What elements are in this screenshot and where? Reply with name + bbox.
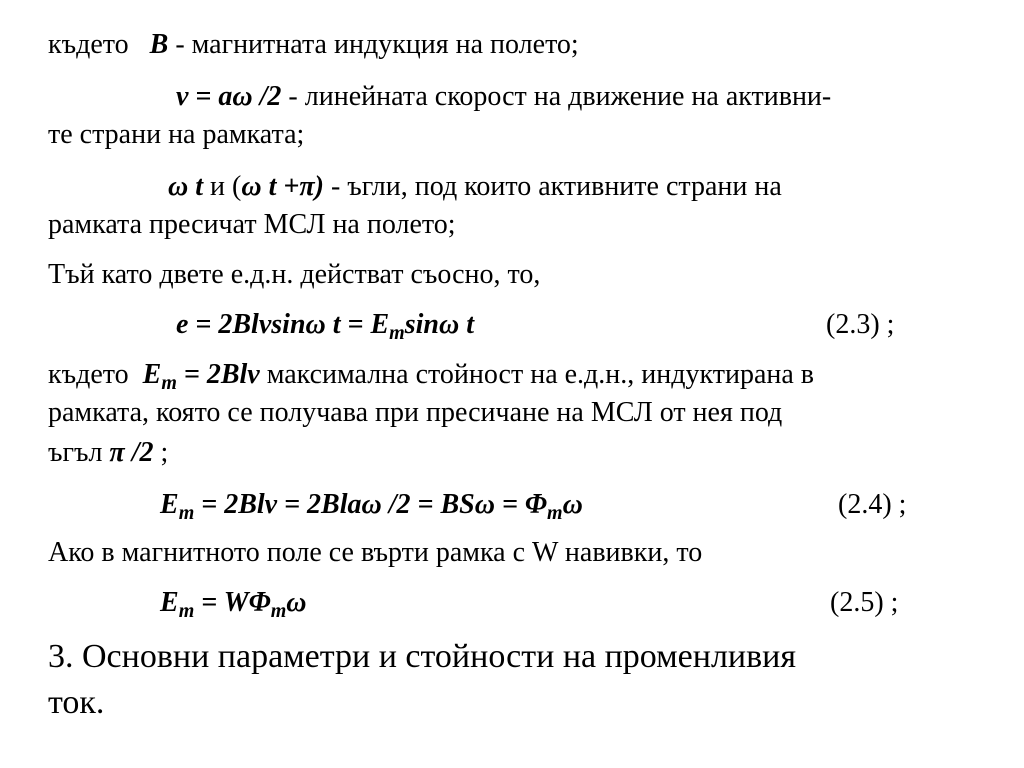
text: където	[48, 29, 129, 60]
text-line-4	[168, 170, 782, 204]
text: - магнитната индукция на полето;	[175, 29, 579, 60]
heading-line-2: ток.	[48, 684, 105, 721]
text-line-5	[48, 208, 456, 242]
formula: B	[149, 29, 169, 60]
formula: $E_m = 2Blv = 2Bla\omega$ $/2 = BS\omega = \Phi_m\omega$	[160, 489, 583, 524]
section-heading	[48, 634, 796, 726]
text: ;	[160, 437, 169, 468]
text: рамката пресичат МСЛ на полето;	[48, 209, 456, 240]
text: - ъгли, под които активните страни на	[330, 171, 782, 202]
text-line-2	[176, 80, 831, 114]
equation-number-2-3: (2.3) ;	[826, 309, 895, 340]
formula: π /2	[109, 437, 154, 468]
formula: v = aω /2	[176, 81, 282, 112]
formula: ω t +π)	[241, 171, 324, 202]
text-line-10	[48, 436, 168, 470]
text-line-6	[48, 258, 540, 292]
text: те страни на рамката;	[48, 119, 305, 150]
text-line-8	[48, 358, 814, 392]
text: рамката, която се получава при пресичане на МСЛ от нея под	[48, 397, 783, 428]
equation-2-3	[176, 308, 474, 342]
text: и (	[210, 171, 242, 202]
text-line-9	[48, 396, 782, 430]
formula: $E_m = W\Phi_m\omega$	[160, 587, 307, 622]
equation-number-2-4: (2.4) ;	[838, 489, 907, 520]
text-line-3	[48, 118, 304, 152]
text: където	[48, 359, 129, 390]
text: - линейната скорост на движение на активни-	[288, 81, 832, 112]
text: Тъй като двете е.д.н. действат съосно, то,	[48, 259, 541, 290]
equation-2-4	[160, 488, 583, 522]
formula: e = 2Blvsinω $t = E_m\sin\omega$ t	[176, 309, 475, 344]
text: Ако в магнитното поле се върти рамка с W навивки, то	[48, 537, 703, 568]
formula: ω t	[168, 171, 204, 202]
equation-2-5	[160, 586, 307, 620]
text: максимална стойност на е.д.н., индуктирана в	[266, 359, 815, 390]
text-line-12	[48, 536, 702, 570]
text-line-1	[48, 28, 579, 62]
equation-number-2-5: (2.5) ;	[830, 587, 899, 618]
formula: $E_m = 2Blv$	[142, 359, 260, 394]
heading-line-1: 3. Основни параметри и стойности на променливия	[48, 638, 796, 675]
text: ъгъл	[48, 437, 103, 468]
